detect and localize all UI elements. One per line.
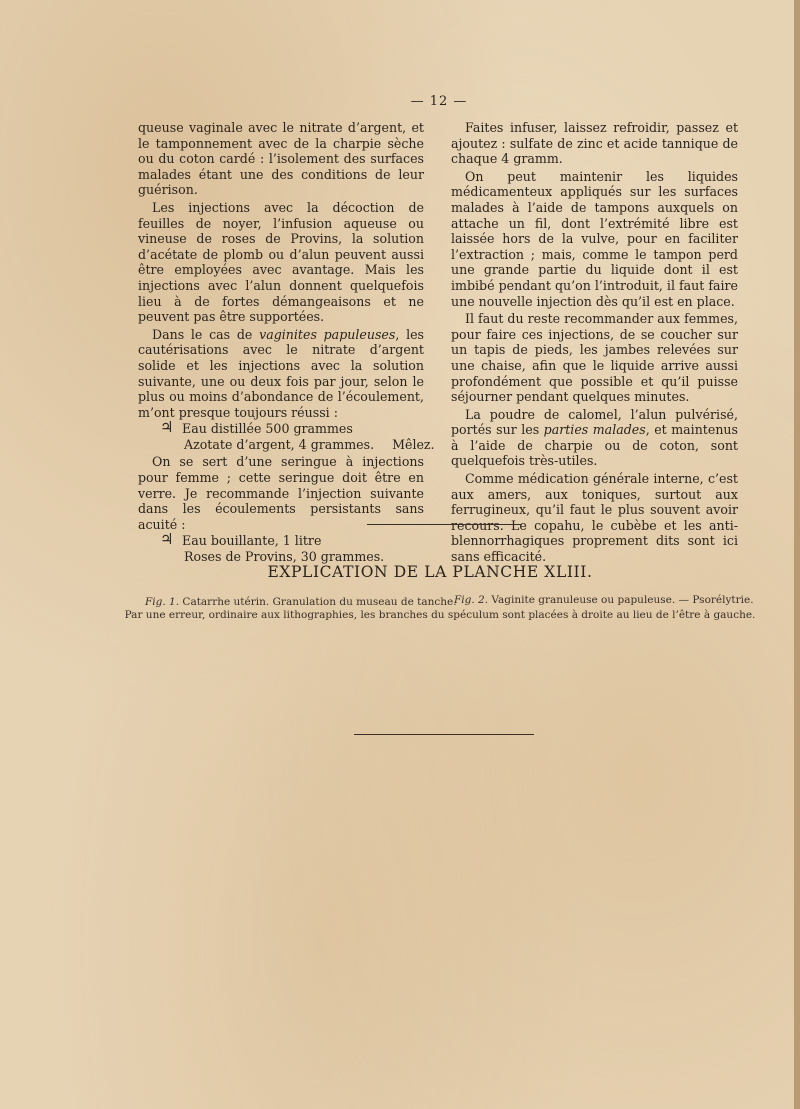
formula-text: Eau distillée 500 grammes xyxy=(182,421,353,437)
emphasis-text: parties malades xyxy=(543,422,646,438)
text-run: La poudre de calomel, l’alun pulvérisé, portés sur les xyxy=(451,406,738,438)
figure-caption-1 xyxy=(145,596,457,608)
formula-text: Roses de Provins, 30 grammes. xyxy=(184,549,385,565)
formula xyxy=(138,418,435,452)
formula-text: Azotate d’argent, 4 grammes. xyxy=(184,436,375,452)
text-run: Dans le cas de xyxy=(152,326,260,342)
paragraph: Comme médication générale interne, c’est aux amers, aux toniques, surtout aux ferrugineux, qu’il faut le plus souvent avoir recours. Le copahu, le cubèbe et les anti-blennorrhagiques proprement dits sont ici sans efficacité. xyxy=(451,471,738,565)
paragraph: queuse vaginale avec le nitrate d’argent, et le tamponnement avec de la charpie sèche ou du coton cardé : l’isolement des surfaces malades étant une des conditions de leur guérison. xyxy=(138,120,424,198)
recipe-symbol: ♃ xyxy=(160,418,174,437)
text-run: , les cautérisations avec le nitrate d’argent solide et les injections avec la solution suivante, une ou deux fois par jour, selon le plus ou moins d’abondance de l’écoulement, m’ont presque toujours réussi : xyxy=(138,326,425,420)
formula xyxy=(138,530,424,565)
figure-text: Catarrhe utérin. Granulation du museau de tanche. xyxy=(182,596,457,608)
figure-label: Fig. 2. xyxy=(454,594,489,606)
figure-text: Vaginite granuleuse ou papuleuse. — Psorélytrie. xyxy=(491,594,754,606)
figure-label: Fig. 1. xyxy=(145,596,180,608)
page-edge xyxy=(794,0,800,1109)
text-run: , et maintenus à l’aide de charpie ou de coton, sont quelquefois très-utiles. xyxy=(451,422,739,469)
paragraph: Les injections avec la décoction de feuilles de noyer, l’infusion aqueuse ou vineuse de roses de Provins, la solution d’acétate de plomb ou d’alun peuvent aussi être employées avec avantage. Mais les injections avec l’alun donnent quelquefois lieu à de fortes démangeaisons et ne peuvent pas être supportées. xyxy=(138,199,424,325)
formula-text: Eau bouillante, 1 litre xyxy=(182,533,322,549)
formula-line xyxy=(138,436,435,453)
end-divider xyxy=(354,734,534,735)
paragraph: Il faut du reste recommander aux femmes, pour faire ces injections, de se coucher sur un tapis de pieds, les jambes relevées sur une chaise, afin que le liquide arrive aussi profondément que possible et qu’il puisse séjourner pendant quelques minutes. xyxy=(451,311,738,405)
plate-note: Par une erreur, ordinaire aux lithographies, les branches du spéculum sont placées à droite au lieu de l’être à gauche. xyxy=(124,609,756,621)
formula-line xyxy=(138,530,424,549)
figure-caption-2 xyxy=(454,594,754,606)
formula-instruction: Mêlez. xyxy=(392,436,435,452)
formula-line xyxy=(138,418,424,437)
emphasis-text: vaginites papuleuses xyxy=(259,326,396,342)
paragraph: On se sert d’une seringue à injections pour femme ; cette seringue doit être en verre. Je recommande l’injection suivante dans les écoulements persistants sans acuité : xyxy=(138,454,424,532)
paragraph: On peut maintenir les liquides médicamenteux appliqués sur les surfaces malades à l’aide de tampons auxquels on attache un fil, dont l’extrémité libre est laissée hors de la vulve, pour en faciliter l’extraction ; mais, comme le tampon perd une grande partie du liquide dont il est imbibé pendant qu’on l’introduit, il faut faire une nouvelle injection dès qu’il est en place. xyxy=(451,168,738,309)
paragraph xyxy=(451,407,738,469)
left-column xyxy=(138,120,435,567)
right-column xyxy=(451,120,738,565)
plate-title: EXPLICATION DE LA PLANCHE XLIII. xyxy=(267,563,593,581)
recipe-symbol: ♃ xyxy=(160,530,174,549)
paragraph: Faites infuser, laissez refroidir, passez et ajoutez : sulfate de zinc et acide tannique de chaque 4 gramm. xyxy=(451,120,738,167)
paragraph xyxy=(138,327,424,421)
page-number: — 12 — xyxy=(410,94,468,109)
section-divider xyxy=(367,524,522,525)
